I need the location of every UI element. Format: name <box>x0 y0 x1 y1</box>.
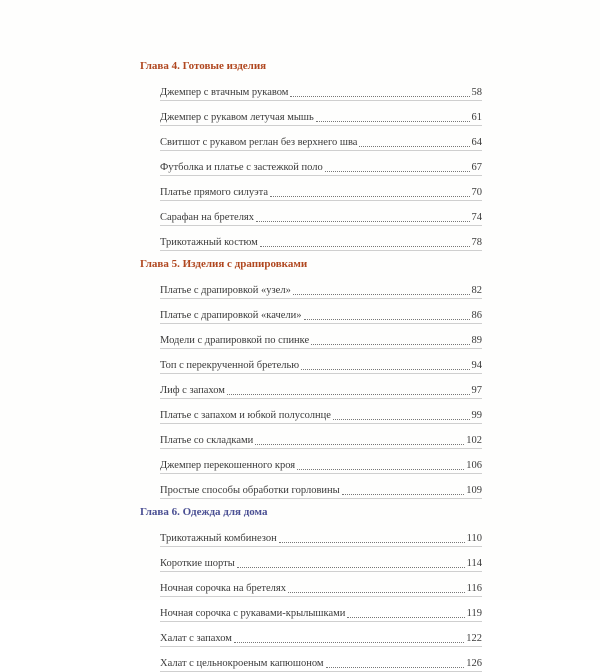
entry-page-number: 110 <box>466 533 482 544</box>
entry-page-number: 122 <box>466 633 482 644</box>
entry-page-number: 119 <box>466 608 482 619</box>
entry-page-number: 94 <box>471 360 482 371</box>
dot-leader <box>260 246 470 247</box>
entry-page-number: 58 <box>471 87 482 98</box>
dot-leader <box>311 344 469 345</box>
dot-leader <box>255 444 464 445</box>
entry-page-number: 116 <box>466 583 482 594</box>
toc-entry[interactable] <box>160 547 482 570</box>
chapter-6 <box>140 502 482 672</box>
chapter-entries <box>140 522 482 672</box>
entry-page-number: 74 <box>471 212 482 223</box>
entry-page-number: 99 <box>471 410 482 421</box>
entry-page-number: 64 <box>471 137 482 148</box>
chapter-entries <box>140 76 482 251</box>
entry-page-number: 97 <box>471 385 482 396</box>
dot-leader <box>326 667 465 668</box>
toc-entry[interactable] <box>160 399 482 422</box>
chapter-heading[interactable]: Глава 4. Готовые изделия <box>140 60 267 72</box>
entry-title: Трикотажный костюм <box>160 237 258 248</box>
entry-title: Платье со складками <box>160 435 254 446</box>
toc-entry[interactable] <box>160 522 482 545</box>
toc-entry[interactable] <box>160 622 482 645</box>
toc-entry[interactable] <box>160 126 482 149</box>
entry-title: Платье прямого силуэта <box>160 187 269 198</box>
dot-leader <box>227 394 470 395</box>
entry-page-number: 86 <box>471 310 482 321</box>
toc-entry[interactable] <box>160 349 482 372</box>
toc-entry[interactable] <box>160 226 482 249</box>
entry-title: Простые способы обработки горловины <box>160 485 340 496</box>
dot-leader <box>290 96 469 97</box>
entry-title: Лиф с запахом <box>160 385 225 396</box>
entry-page-number: 67 <box>471 162 482 173</box>
table-of-contents <box>140 56 482 672</box>
toc-entry[interactable] <box>160 151 482 174</box>
toc-entry[interactable] <box>160 201 482 224</box>
dot-leader <box>301 369 469 370</box>
entry-title: Ночная сорочка с рукавами-крылышками <box>160 608 346 619</box>
toc-entry[interactable] <box>160 324 482 347</box>
entry-page-number: 126 <box>466 658 482 669</box>
dot-leader <box>342 494 465 495</box>
entry-page-number: 82 <box>471 285 482 296</box>
entry-title: Свитшот с рукавом реглан без верхнего шва <box>160 137 358 148</box>
toc-entry[interactable] <box>160 474 482 497</box>
dot-leader <box>288 592 465 593</box>
entry-title: Джемпер с рукавом летучая мышь <box>160 112 314 123</box>
chapter-heading[interactable]: Глава 5. Изделия с драпировками <box>140 258 308 270</box>
toc-entry[interactable] <box>160 76 482 99</box>
dot-leader <box>256 221 469 222</box>
entry-title: Платье с запахом и юбкой полусолнце <box>160 410 331 421</box>
entry-title: Джемпер перекошенного кроя <box>160 460 296 471</box>
toc-entry[interactable] <box>160 424 482 447</box>
dot-leader <box>279 542 465 543</box>
entry-page-number: 78 <box>471 237 482 248</box>
entry-title: Ночная сорочка на бретелях <box>160 583 286 594</box>
entry-title: Халат с цельнокроеным капюшоном <box>160 658 324 669</box>
toc-entry[interactable] <box>160 572 482 595</box>
dot-leader <box>237 567 465 568</box>
toc-entry[interactable] <box>160 274 482 297</box>
dot-leader <box>325 171 470 172</box>
entry-title: Джемпер с втачным рукавом <box>160 87 289 98</box>
dot-leader <box>270 196 469 197</box>
dot-leader <box>347 617 464 618</box>
toc-entry[interactable] <box>160 101 482 124</box>
entry-title: Футболка и платье с застежкой поло <box>160 162 323 173</box>
entry-page-number: 102 <box>466 435 482 446</box>
chapter-heading[interactable]: Глава 6. Одежда для дома <box>140 506 268 518</box>
dot-leader <box>297 469 464 470</box>
toc-entry[interactable] <box>160 299 482 322</box>
entry-page-number: 61 <box>471 112 482 123</box>
entry-page-number: 70 <box>471 187 482 198</box>
entry-title: Трикотажный комбинезон <box>160 533 277 544</box>
entry-title: Сарафан на бретелях <box>160 212 255 223</box>
entry-page-number: 106 <box>466 460 482 471</box>
toc-entry[interactable] <box>160 647 482 670</box>
chapter-entries <box>140 274 482 499</box>
entry-title: Модели с драпировкой по спинке <box>160 335 310 346</box>
toc-entry[interactable] <box>160 176 482 199</box>
dot-leader <box>316 121 470 122</box>
entry-title: Короткие шорты <box>160 558 235 569</box>
chapter-5 <box>140 254 482 499</box>
dot-leader <box>293 294 470 295</box>
entry-title: Халат с запахом <box>160 633 232 644</box>
dot-leader <box>333 419 470 420</box>
chapter-4 <box>140 56 482 251</box>
entry-title: Топ с перекрученной бретелью <box>160 360 300 371</box>
entry-page-number: 89 <box>471 335 482 346</box>
entry-title: Платье с драпировкой «качели» <box>160 310 302 321</box>
toc-entry[interactable] <box>160 597 482 620</box>
toc-entry[interactable] <box>160 374 482 397</box>
dot-leader <box>359 146 469 147</box>
entry-page-number: 109 <box>466 485 482 496</box>
toc-entry[interactable] <box>160 449 482 472</box>
entry-page-number: 114 <box>466 558 482 569</box>
dot-leader <box>234 642 464 643</box>
dot-leader <box>304 319 470 320</box>
entry-title: Платье с драпировкой «узел» <box>160 285 291 296</box>
